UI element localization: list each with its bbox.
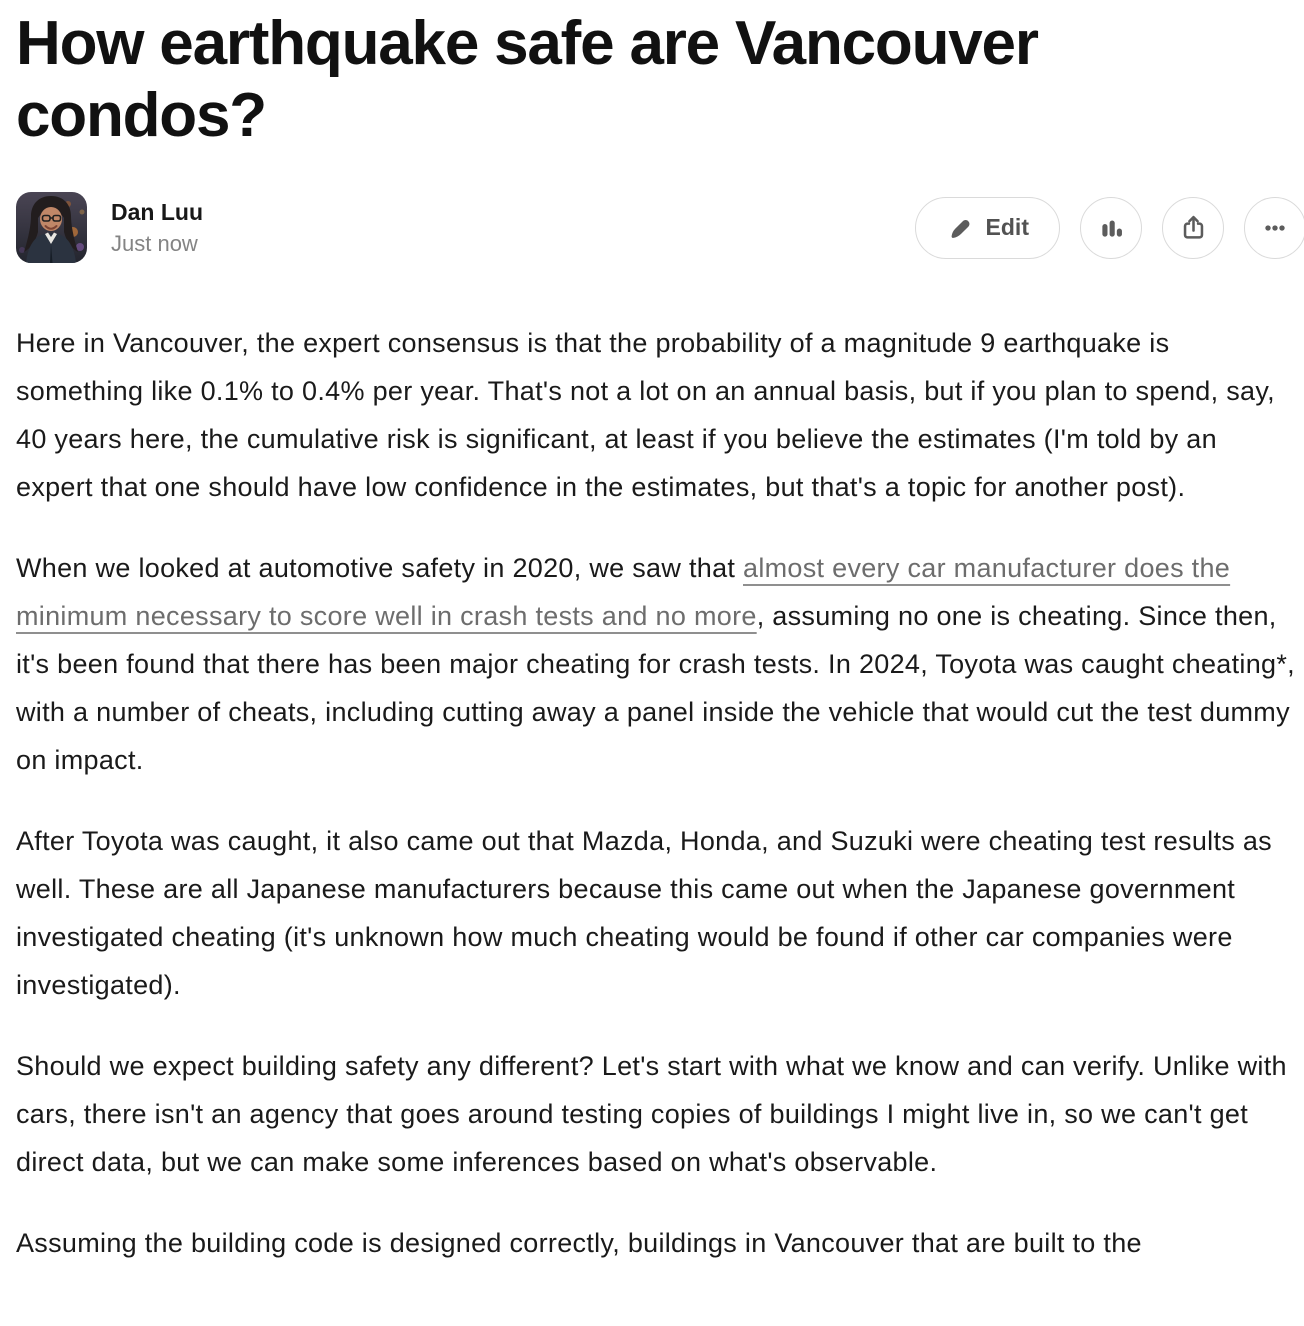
post-timestamp: Just now bbox=[111, 230, 198, 256]
stats-button[interactable] bbox=[1080, 197, 1142, 259]
avatar-photo bbox=[16, 192, 87, 263]
inline-link[interactable]: almost every car manufacturer does the minimum necessary to score well in crash tests and no more bbox=[16, 553, 1231, 631]
paragraph: Assuming the building code is designed correctly, buildings in Vancouver that are built to the bbox=[16, 1228, 1142, 1258]
pencil-icon bbox=[946, 214, 973, 241]
article-body bbox=[16, 319, 1300, 1267]
author-name[interactable]: Dan Luu bbox=[111, 198, 203, 225]
author-meta bbox=[111, 197, 203, 259]
edit-button[interactable] bbox=[915, 197, 1060, 259]
byline-row bbox=[16, 192, 1304, 263]
ellipsis-icon bbox=[1261, 214, 1289, 242]
paragraph: Here in Vancouver, the expert consensus is that the probability of a magnitude 9 earthquake is something like 0.1% to 0.4% per year. That's not a lot on an annual basis, but if you plan to spend, say, 40 years here, the cumulative risk is significant, at least if you believe the estimates (I'm told by an expert that one should have low confidence in the estimates, but that's a topic for another post). bbox=[16, 328, 1275, 502]
share-icon bbox=[1179, 213, 1208, 242]
paragraph: After Toyota was caught, it also came out that Mazda, Honda, and Suzuki were cheating test results as well. These are all Japanese manufacturers because this came out when the Japanese government investigated cheating (it's unknown how much cheating would be found if other car companies were investigated). bbox=[16, 826, 1272, 1000]
bar-chart-icon bbox=[1097, 214, 1125, 242]
paragraph: Should we expect building safety any different? Let's start with what we know and can verify. Unlike with cars, there isn't an agency that goes around testing copies of buildings I might live in, so we can't get direct data, but we can make some inferences based on what's observable. bbox=[16, 1051, 1287, 1177]
paragraph: When we looked at automotive safety in 2020, we saw that almost every car manufacturer does the minimum necessary to score well in crash tests and no more, assuming no one is cheating. Since then, it's been found that there has been major cheating for crash tests. In 2024, Toyota was caught cheating*, with a number of cheats, including cutting away a panel inside the vehicle that would cut the test dummy on impact. bbox=[16, 553, 1295, 775]
more-button[interactable] bbox=[1244, 197, 1304, 259]
share-button[interactable] bbox=[1162, 197, 1224, 259]
post-actions bbox=[915, 197, 1304, 259]
author-block bbox=[16, 192, 203, 263]
post-title: How earthquake safe are Vancouver condos? bbox=[16, 9, 1038, 150]
edit-button-label: Edit bbox=[985, 214, 1029, 240]
author-avatar[interactable] bbox=[16, 192, 87, 263]
